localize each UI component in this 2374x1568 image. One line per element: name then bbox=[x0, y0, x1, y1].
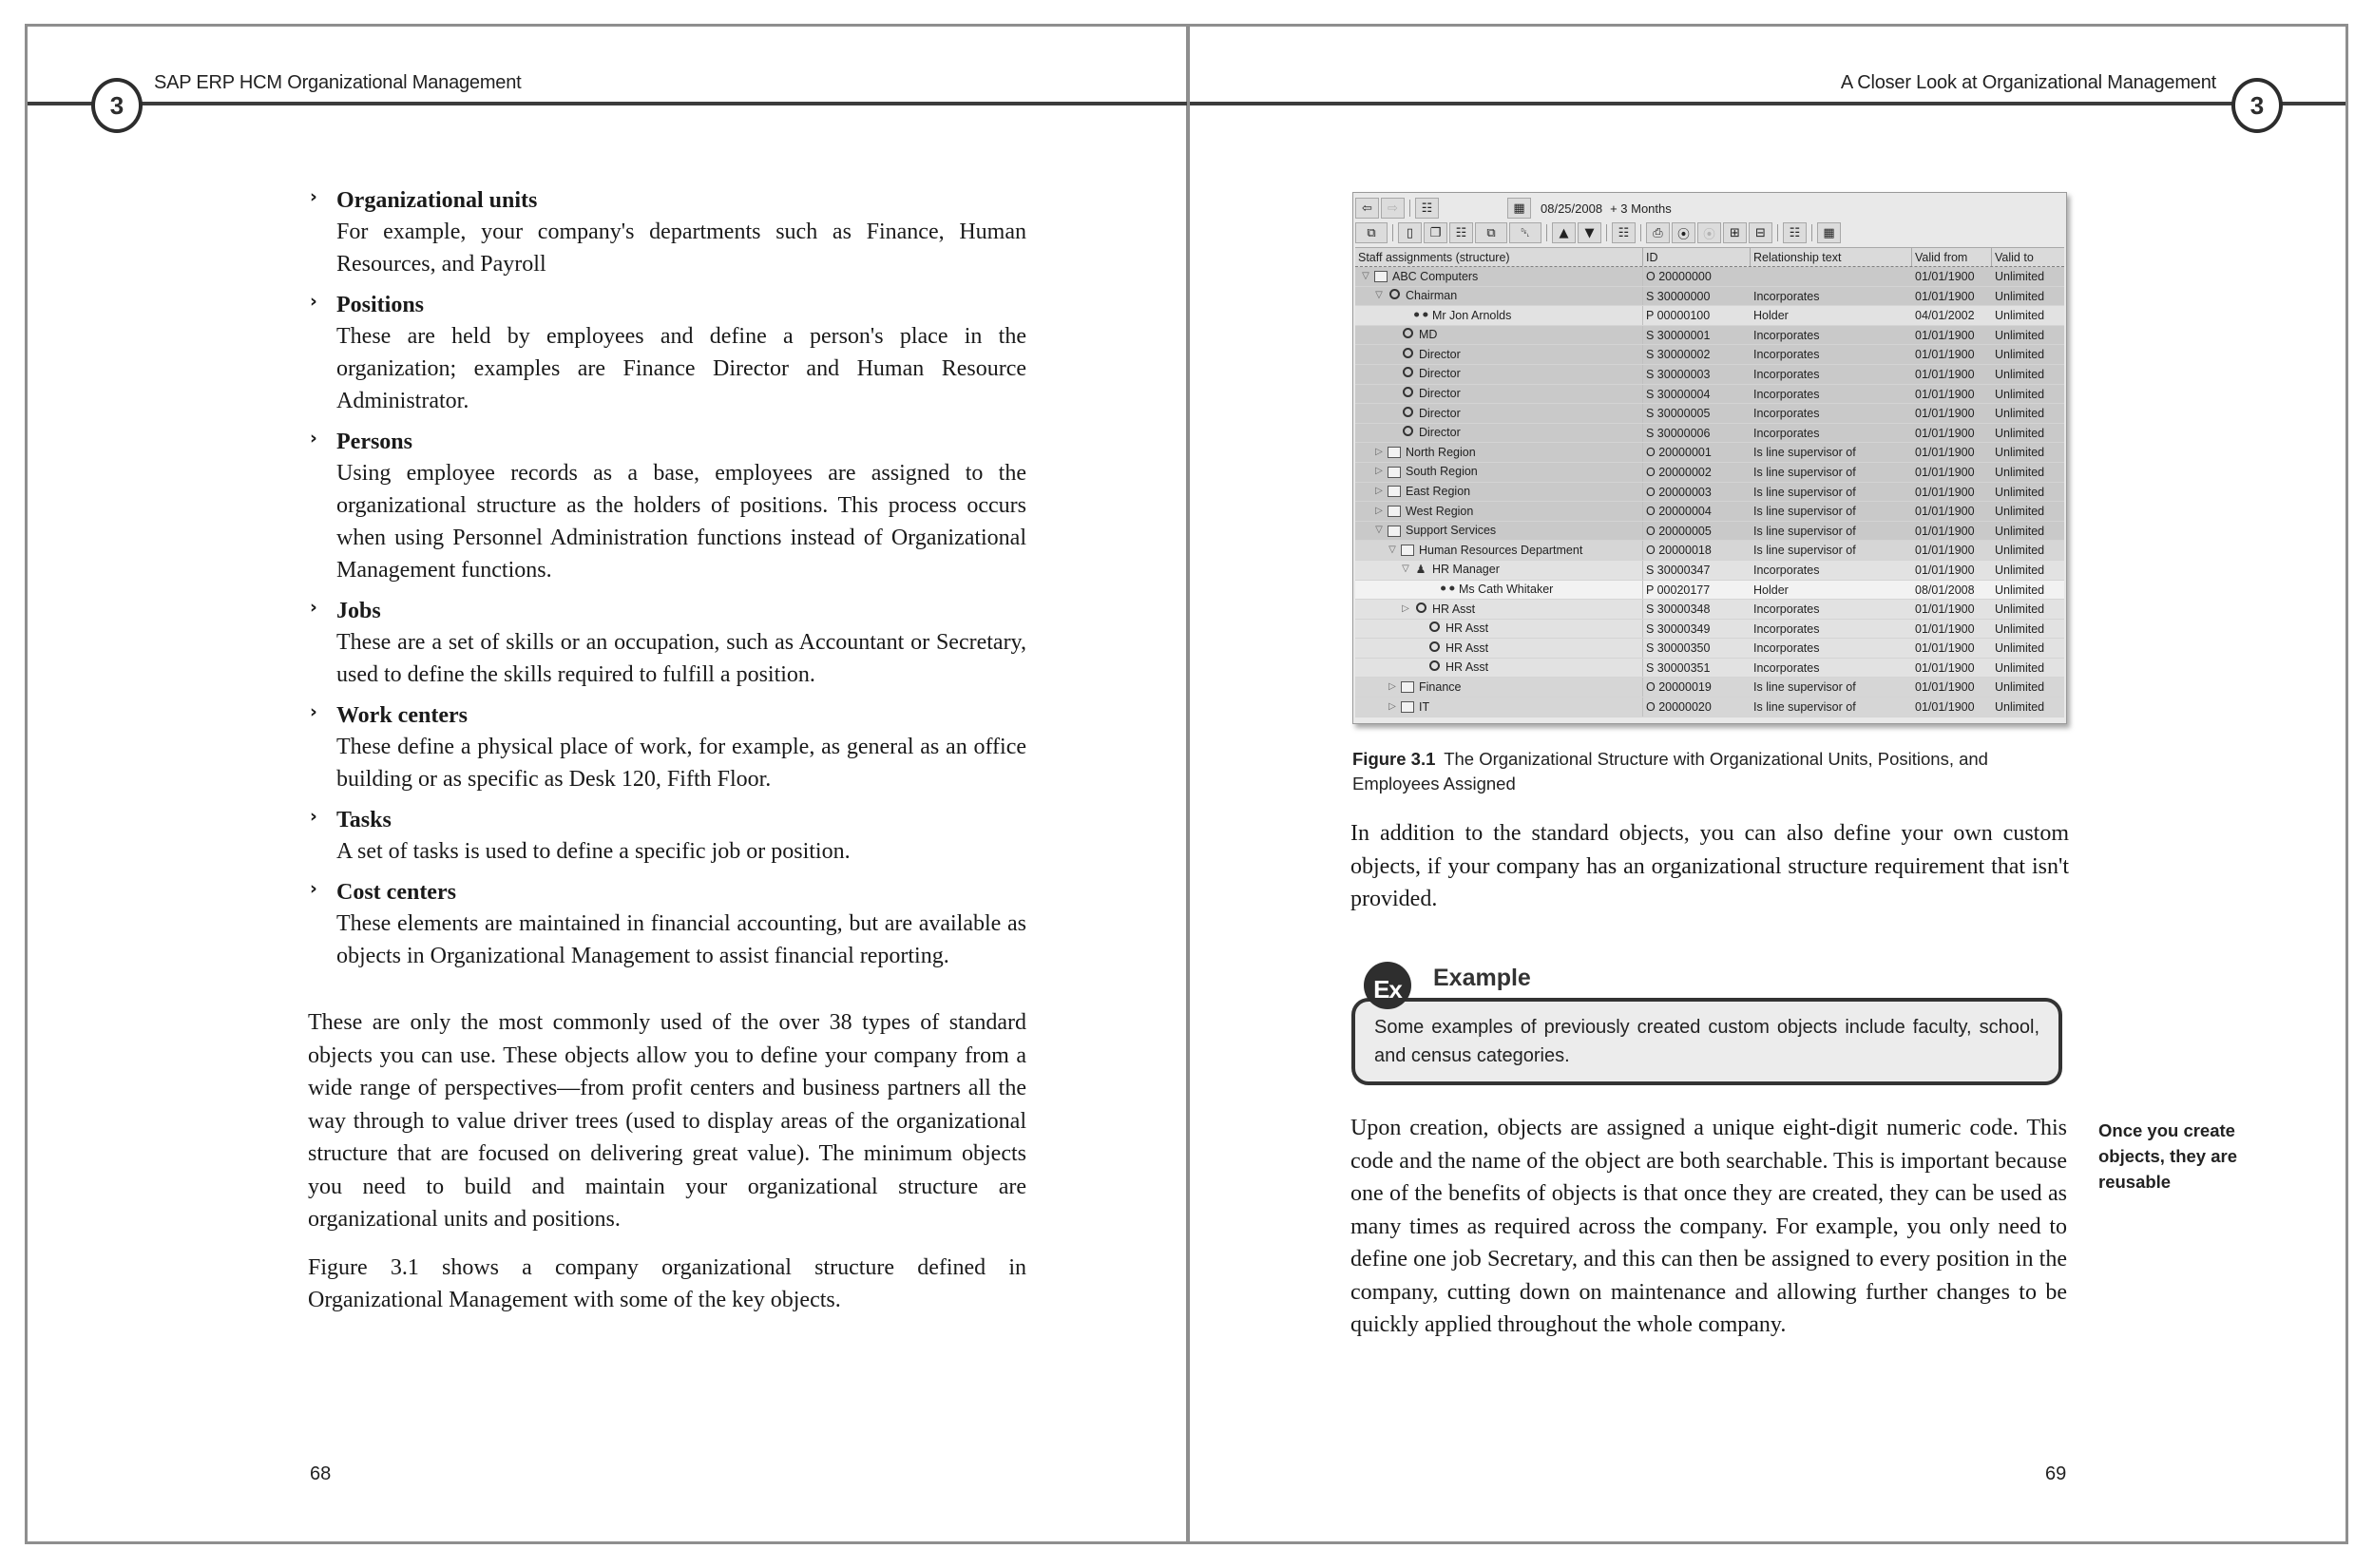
valid-to-cell: Unlimited bbox=[1995, 348, 2045, 362]
object-name: Ms Cath Whitaker bbox=[1459, 583, 1554, 596]
object-name: ABC Computers bbox=[1392, 269, 1479, 283]
tree-expand-icon[interactable]: ▷ bbox=[1388, 680, 1396, 692]
valid-to-cell: Unlimited bbox=[1995, 426, 2045, 440]
list-item-term: Organizational units bbox=[336, 188, 538, 213]
valid-to-cell: Unlimited bbox=[1995, 505, 2045, 519]
tree-expand-icon[interactable]: ▷ bbox=[1375, 466, 1383, 477]
example-box: Some examples of previously created custom objects include faculty, school, and census categories. bbox=[1351, 998, 2062, 1085]
tree-collapse-icon[interactable]: ▽ bbox=[1375, 290, 1383, 301]
key-date: 08/25/2008 bbox=[1541, 201, 1603, 216]
object-id-cell: S 30000349 bbox=[1646, 621, 1711, 636]
find-icon[interactable]: ⦿ bbox=[1672, 222, 1695, 243]
column-header-id[interactable]: ID bbox=[1643, 248, 1751, 266]
paragraph-custom-objects: In addition to the standard objects, you can also define your own custom objects, if your company has an organizational structure requirement that isn't provided. bbox=[1350, 821, 2069, 911]
object-id-cell: S 30000004 bbox=[1646, 387, 1711, 401]
tree-expand-icon[interactable]: ▷ bbox=[1388, 700, 1396, 712]
object-name: Support Services bbox=[1406, 524, 1497, 538]
valid-to-cell: Unlimited bbox=[1995, 407, 2045, 421]
tree-collapse-icon[interactable]: ▽ bbox=[1388, 544, 1396, 555]
table-row[interactable] bbox=[1355, 365, 2064, 385]
chevron-right-icon: › bbox=[310, 186, 317, 207]
table-row[interactable] bbox=[1355, 541, 2064, 561]
object-name: HR Asst bbox=[1445, 621, 1489, 636]
page-gutter bbox=[1186, 24, 1190, 1544]
valid-to-cell: Unlimited bbox=[1995, 387, 2045, 401]
table-row[interactable] bbox=[1355, 404, 2064, 424]
table-row[interactable] bbox=[1355, 463, 2064, 483]
object-id-cell: O 20000000 bbox=[1646, 270, 1712, 283]
manager-position-icon: ♟ bbox=[1415, 563, 1426, 577]
object-id-cell: S 30000001 bbox=[1646, 328, 1711, 342]
copy-icon[interactable]: ❐ bbox=[1424, 222, 1447, 243]
object-id-cell: O 20000018 bbox=[1646, 544, 1712, 558]
valid-from-cell: 01/01/1900 bbox=[1915, 387, 1975, 401]
object-id-cell: S 30000348 bbox=[1646, 602, 1711, 617]
right-header-rule bbox=[1190, 102, 2345, 105]
sap-org-structure-window bbox=[1352, 192, 2067, 724]
structure-cell bbox=[1355, 287, 1643, 306]
list-item-description: A set of tasks is used to define a specific job or position. bbox=[336, 839, 851, 864]
tree-collapse-icon[interactable]: ▽ bbox=[1362, 270, 1369, 281]
table-row[interactable] bbox=[1355, 600, 2064, 620]
relationship-cell: Incorporates bbox=[1753, 289, 1820, 303]
object-name: East Region bbox=[1406, 485, 1471, 499]
move-up-icon[interactable]: ▲ bbox=[1552, 222, 1576, 243]
right-running-head: A Closer Look at Organizational Management bbox=[1840, 72, 2216, 93]
valid-to-cell: Unlimited bbox=[1995, 583, 2045, 597]
toolbar-separator bbox=[1640, 224, 1641, 241]
table-row[interactable] bbox=[1355, 502, 2064, 522]
structure-cell bbox=[1355, 404, 1643, 423]
layout-icon[interactable]: ☷ bbox=[1783, 222, 1807, 243]
margin-note: Once you create objects, they are reusable bbox=[2098, 1120, 2238, 1192]
structure-cell bbox=[1355, 522, 1643, 541]
object-name: Human Resources Department bbox=[1419, 543, 1583, 557]
table-row[interactable] bbox=[1355, 385, 2064, 405]
relationship-cell: Incorporates bbox=[1753, 641, 1820, 656]
object-name: Director bbox=[1419, 367, 1461, 381]
object-id-cell: O 20000019 bbox=[1646, 680, 1712, 695]
valid-to-cell: Unlimited bbox=[1995, 446, 2045, 460]
object-name: Finance bbox=[1419, 679, 1462, 694]
figure-caption-text: The Organizational Structure with Organizational Units, Positions, and Employees Assigned bbox=[1352, 749, 1988, 794]
sap-toolbar-navigation bbox=[1355, 197, 1672, 220]
structure-cell bbox=[1355, 639, 1643, 658]
calendar-icon[interactable]: ▦ bbox=[1507, 198, 1531, 219]
position-icon bbox=[1426, 620, 1443, 639]
valid-to-cell: Unlimited bbox=[1995, 328, 2045, 342]
object-id-cell: S 30000000 bbox=[1646, 289, 1711, 303]
position-icon bbox=[1386, 287, 1403, 306]
valid-from-cell: 01/01/1900 bbox=[1915, 602, 1975, 617]
org-unit-icon bbox=[1401, 681, 1414, 693]
figure-caption bbox=[1352, 747, 2075, 796]
object-name: Mr Jon Arnolds bbox=[1432, 308, 1512, 322]
object-id-cell: O 20000020 bbox=[1646, 700, 1712, 715]
valid-from-cell: 01/01/1900 bbox=[1915, 621, 1975, 636]
org-unit-icon bbox=[1401, 545, 1414, 556]
list-item-term: Work centers bbox=[336, 703, 468, 728]
relationship-cell: Is line supervisor of bbox=[1753, 544, 1856, 558]
structure-cell bbox=[1355, 267, 1643, 286]
list-item-description: These are a set of skills or an occupation, such as Accountant or Secretary, used to define the skills required to fulfill a position. bbox=[336, 630, 1026, 687]
structure-cell bbox=[1355, 678, 1643, 697]
table-row[interactable] bbox=[1355, 522, 2064, 542]
object-name: Director bbox=[1419, 426, 1461, 440]
object-name: North Region bbox=[1406, 445, 1476, 459]
table-row[interactable] bbox=[1355, 483, 2064, 503]
structure-cell bbox=[1355, 541, 1643, 560]
chevron-right-icon: › bbox=[310, 597, 317, 618]
valid-to-cell: Unlimited bbox=[1995, 270, 2045, 283]
valid-from-cell: 01/01/1900 bbox=[1915, 270, 1975, 283]
column-header-valid-from[interactable]: Valid from bbox=[1912, 248, 1992, 266]
valid-from-cell: 01/01/1900 bbox=[1915, 641, 1975, 656]
org-unit-icon bbox=[1388, 526, 1401, 537]
structure-cell bbox=[1355, 443, 1643, 462]
valid-from-cell: 01/01/1900 bbox=[1915, 426, 1975, 440]
relationship-cell: Incorporates bbox=[1753, 367, 1820, 381]
valid-to-cell: Unlimited bbox=[1995, 289, 2045, 303]
structure-cell bbox=[1355, 306, 1643, 325]
valid-from-cell: 01/01/1900 bbox=[1915, 407, 1975, 421]
person-icon: ⚫⚫ bbox=[1439, 583, 1457, 595]
org-unit-icon bbox=[1388, 486, 1401, 497]
chevron-right-icon: › bbox=[310, 878, 317, 899]
org-unit-icon bbox=[1388, 447, 1401, 458]
forward-arrow-icon[interactable]: ⇨ bbox=[1381, 198, 1405, 219]
table-row[interactable] bbox=[1355, 678, 2064, 698]
object-name: HR Manager bbox=[1432, 563, 1500, 577]
structure-cell bbox=[1355, 581, 1643, 600]
list-item-term: Cost centers bbox=[336, 880, 456, 905]
table-row[interactable] bbox=[1355, 561, 2064, 581]
org-unit-icon bbox=[1374, 271, 1388, 282]
object-id-cell: S 30000351 bbox=[1646, 660, 1711, 675]
position-icon bbox=[1399, 345, 1416, 364]
org-unit-icon bbox=[1401, 701, 1414, 713]
relationship-cell: Incorporates bbox=[1753, 407, 1820, 421]
relationship-cell: Incorporates bbox=[1753, 328, 1820, 342]
valid-from-cell: 01/01/1900 bbox=[1915, 485, 1975, 499]
toolbar-separator bbox=[1777, 224, 1778, 241]
relationship-cell: Incorporates bbox=[1753, 387, 1820, 401]
left-header-rule bbox=[28, 102, 1187, 105]
paragraph-unique-codes: Upon creation, objects are assigned a unique eight-digit numeric code. This code and the name of the object are both searchable. This is important because one of the benefits of objects is that once they are created, they can be used as many times as required across the company. For example, you only need to define one job Secretary, and this can then be assigned to every position in the company, cutting down on maintenance and allowing further changes to be quickly applied throughout the whole company. bbox=[1350, 1116, 2067, 1337]
object-id-cell: S 30000002 bbox=[1646, 348, 1711, 362]
toolbar-separator bbox=[1606, 224, 1607, 241]
toolbar-separator bbox=[1392, 224, 1393, 241]
valid-to-cell: Unlimited bbox=[1995, 621, 2045, 636]
position-icon bbox=[1399, 404, 1416, 423]
tree-expand-icon[interactable]: ▷ bbox=[1375, 505, 1383, 516]
valid-from-cell: 01/01/1900 bbox=[1915, 524, 1975, 538]
tree-expand-icon[interactable]: ▷ bbox=[1375, 446, 1383, 457]
reassign-icon[interactable]: ⧉ bbox=[1475, 222, 1507, 243]
valid-from-cell: 01/01/1900 bbox=[1915, 446, 1975, 460]
valid-from-cell: 01/01/1900 bbox=[1915, 680, 1975, 695]
list-item-term: Tasks bbox=[336, 808, 392, 832]
structure-cell bbox=[1355, 483, 1643, 502]
relationship-cell: Is line supervisor of bbox=[1753, 505, 1856, 519]
sap-toolbar-actions bbox=[1355, 221, 1841, 244]
valid-to-cell: Unlimited bbox=[1995, 524, 2045, 538]
structure-cell bbox=[1355, 463, 1643, 482]
object-name: HR Asst bbox=[1445, 660, 1489, 675]
relationship-cell: Holder bbox=[1753, 309, 1789, 323]
object-type-list bbox=[308, 185, 1026, 972]
position-icon bbox=[1426, 639, 1443, 658]
valid-to-cell: Unlimited bbox=[1995, 309, 2045, 323]
list-item bbox=[308, 700, 1026, 795]
table-row[interactable] bbox=[1355, 620, 2064, 640]
left-page-body bbox=[308, 185, 1026, 1317]
position-icon bbox=[1412, 600, 1429, 619]
relationship-cell: Incorporates bbox=[1753, 426, 1820, 440]
toolbar-separator bbox=[1811, 224, 1812, 241]
org-unit-icon bbox=[1388, 506, 1401, 517]
relationship-cell: Incorporates bbox=[1753, 621, 1820, 636]
find-next-icon[interactable]: ⦿ bbox=[1697, 222, 1721, 243]
list-item-term: Persons bbox=[336, 430, 412, 454]
relationship-cell bbox=[1751, 267, 1912, 286]
hierarchy-icon[interactable]: ☷ bbox=[1612, 222, 1636, 243]
person-icon: ⚫⚫ bbox=[1412, 308, 1430, 321]
valid-to-cell: Unlimited bbox=[1995, 602, 2045, 617]
object-id-cell: S 30000350 bbox=[1646, 641, 1711, 656]
structure-cell bbox=[1355, 502, 1643, 521]
create-icon[interactable]: ▯ bbox=[1398, 222, 1422, 243]
valid-from-cell: 04/01/2002 bbox=[1915, 309, 1975, 323]
print-icon[interactable]: ⎙ bbox=[1646, 222, 1670, 243]
object-id-cell: S 30000347 bbox=[1646, 563, 1711, 577]
relationship-cell: Holder bbox=[1753, 583, 1789, 597]
table-row[interactable] bbox=[1355, 424, 2064, 444]
object-id-cell: O 20000004 bbox=[1646, 505, 1712, 519]
relationship-cell: Is line supervisor of bbox=[1753, 465, 1856, 479]
chevron-right-icon: › bbox=[310, 291, 317, 312]
object-id-cell: O 20000002 bbox=[1646, 465, 1712, 479]
object-id-cell: P 00000100 bbox=[1646, 309, 1711, 323]
left-running-head: SAP ERP HCM Organizational Management bbox=[154, 72, 522, 93]
org-unit-icon bbox=[1388, 467, 1401, 478]
toolbar-separator bbox=[1409, 200, 1410, 217]
left-page-number: 68 bbox=[310, 1463, 332, 1484]
valid-from-cell: 01/01/1900 bbox=[1915, 289, 1975, 303]
valid-to-cell: Unlimited bbox=[1995, 563, 2045, 577]
position-icon bbox=[1399, 365, 1416, 384]
example-badge-icon: Ex bbox=[1364, 962, 1411, 1009]
tree-collapse-icon[interactable]: ▽ bbox=[1375, 525, 1383, 536]
valid-to-cell: Unlimited bbox=[1995, 465, 2045, 479]
object-name: IT bbox=[1419, 699, 1430, 714]
structure-cell bbox=[1355, 561, 1643, 580]
object-name: MD bbox=[1419, 328, 1438, 342]
object-id-cell: O 20000003 bbox=[1646, 485, 1712, 499]
valid-from-cell: 01/01/1900 bbox=[1915, 367, 1975, 381]
relationship-cell: Is line supervisor of bbox=[1753, 700, 1856, 715]
list-item-description: Using employee records as a base, employees are assigned to the organizational structure as the holders of positions. This process occurs when using Personnel Administration functions instead of Organizational Management functions. bbox=[336, 461, 1026, 583]
table-row[interactable] bbox=[1355, 443, 2064, 463]
columns-icon[interactable]: ▦ bbox=[1817, 222, 1841, 243]
table-row[interactable] bbox=[1355, 698, 2064, 717]
left-chapter-badge: 3 bbox=[91, 78, 143, 133]
right-page-body-2 bbox=[1350, 1112, 2067, 1342]
object-name: Director bbox=[1419, 347, 1461, 361]
object-id-cell: O 20000001 bbox=[1646, 446, 1712, 460]
list-item-term: Positions bbox=[336, 293, 425, 317]
move-down-icon[interactable]: ▼ bbox=[1578, 222, 1601, 243]
object-id-cell: S 30000003 bbox=[1646, 367, 1711, 381]
valid-from-cell: 01/01/1900 bbox=[1915, 544, 1975, 558]
object-name: HR Asst bbox=[1432, 602, 1476, 616]
list-item bbox=[308, 596, 1026, 691]
tree-collapse-icon[interactable]: ▽ bbox=[1402, 564, 1409, 575]
right-page-number: 69 bbox=[2045, 1463, 2067, 1484]
example-title: Example bbox=[1433, 965, 1531, 991]
valid-to-cell: Unlimited bbox=[1995, 544, 2045, 558]
object-name: South Region bbox=[1406, 465, 1478, 479]
object-id-cell: S 30000006 bbox=[1646, 426, 1711, 440]
structure-cell bbox=[1355, 326, 1643, 345]
column-header-structure[interactable]: Staff assignments (structure) bbox=[1355, 248, 1643, 266]
list-item-description: These define a physical place of work, for example, as general as an office building or as specific as Desk 120, Fifth Floor. bbox=[336, 735, 1026, 792]
figure-label: Figure 3.1 bbox=[1352, 749, 1436, 769]
list-item-description: These are held by employees and define a person's place in the organization; examples are Finance Director and Human Resource Administrator. bbox=[336, 324, 1026, 413]
tree-expand-icon[interactable]: ▷ bbox=[1375, 486, 1383, 497]
structure-cell bbox=[1355, 365, 1643, 384]
valid-from-cell: 01/01/1900 bbox=[1915, 505, 1975, 519]
object-name: Director bbox=[1419, 387, 1461, 401]
position-icon bbox=[1399, 326, 1416, 345]
table-row[interactable] bbox=[1355, 267, 2064, 287]
table-row[interactable] bbox=[1355, 345, 2064, 365]
object-id-cell: S 30000005 bbox=[1646, 407, 1711, 421]
structure-cell bbox=[1355, 345, 1643, 364]
expand-icon[interactable]: ⊞ bbox=[1723, 222, 1747, 243]
relationship-cell: Incorporates bbox=[1753, 602, 1820, 617]
valid-to-cell: Unlimited bbox=[1995, 367, 2045, 381]
table-row[interactable] bbox=[1355, 639, 2064, 659]
position-icon bbox=[1399, 385, 1416, 404]
table-header bbox=[1355, 247, 2064, 267]
valid-from-cell: 01/01/1900 bbox=[1915, 700, 1975, 715]
chevron-right-icon: › bbox=[310, 428, 317, 449]
date-period: + 3 Months bbox=[1610, 201, 1672, 216]
position-icon bbox=[1426, 659, 1443, 678]
paragraph-standard-objects: These are only the most commonly used of the over 38 types of standard objects you can use. These objects allow you to define your company from a wide range of perspectives—from profit centers and business partners all the way through to value driver trees (used to display areas of the organizational structure that are focused on delivering great value). The minimum objects you need to build and maintain your organizational structure are organizational units and positions. bbox=[308, 1010, 1026, 1232]
valid-from-cell: 01/01/1900 bbox=[1915, 328, 1975, 342]
valid-to-cell: Unlimited bbox=[1995, 700, 2045, 715]
relationship-cell: Incorporates bbox=[1753, 563, 1820, 577]
list-item-description: For example, your company's departments such as Finance, Human Resources, and Payroll bbox=[336, 220, 1026, 277]
chevron-right-icon: › bbox=[310, 701, 317, 722]
list-view-icon[interactable]: ☷ bbox=[1415, 198, 1439, 219]
relationship-cell: Is line supervisor of bbox=[1753, 446, 1856, 460]
list-item bbox=[308, 185, 1026, 280]
structure-cell bbox=[1355, 659, 1643, 678]
right-chapter-badge: 3 bbox=[2231, 78, 2283, 133]
assign-icon[interactable]: ☷ bbox=[1449, 222, 1473, 243]
copy-structure-icon[interactable]: ⧉ bbox=[1355, 222, 1388, 243]
valid-from-cell: 01/01/1900 bbox=[1915, 563, 1975, 577]
valid-to-cell: Unlimited bbox=[1995, 660, 2045, 675]
structure-cell bbox=[1355, 698, 1643, 717]
list-item bbox=[308, 877, 1026, 972]
list-item-term: Jobs bbox=[336, 599, 381, 623]
relationship-cell: Is line supervisor of bbox=[1753, 524, 1856, 538]
structure-cell bbox=[1355, 424, 1643, 443]
relationship-cell: Is line supervisor of bbox=[1753, 485, 1856, 499]
table-body bbox=[1355, 267, 2064, 717]
list-item bbox=[308, 427, 1026, 586]
structure-cell bbox=[1355, 600, 1643, 619]
object-name: Director bbox=[1419, 406, 1461, 420]
position-icon bbox=[1399, 424, 1416, 443]
object-name: HR Asst bbox=[1445, 641, 1489, 655]
tree-expand-icon[interactable]: ▷ bbox=[1402, 602, 1409, 614]
object-name: West Region bbox=[1406, 504, 1474, 518]
staff-assignments-tree-table bbox=[1355, 247, 2064, 717]
chevron-right-icon: › bbox=[310, 806, 317, 827]
valid-from-cell: 01/01/1900 bbox=[1915, 660, 1975, 675]
table-row[interactable] bbox=[1355, 581, 2064, 601]
structure-cell bbox=[1355, 385, 1643, 404]
list-item bbox=[308, 805, 1026, 868]
right-page-body bbox=[1350, 817, 2069, 916]
table-row[interactable] bbox=[1355, 326, 2064, 346]
object-id-cell: O 20000005 bbox=[1646, 524, 1712, 538]
object-id-cell: P 00020177 bbox=[1646, 583, 1711, 597]
column-header-relationship[interactable]: Relationship text bbox=[1751, 248, 1912, 266]
toolbar-separator bbox=[1546, 224, 1547, 241]
relationship-cell: Is line supervisor of bbox=[1753, 680, 1856, 695]
object-name: Chairman bbox=[1406, 289, 1458, 303]
table-row[interactable] bbox=[1355, 306, 2064, 326]
table-row[interactable] bbox=[1355, 659, 2064, 679]
delete-icon[interactable]: ␡ bbox=[1509, 222, 1541, 243]
list-item-description: These elements are maintained in financial accounting, but are available as objects in Organizational Management to assist financial reporting. bbox=[336, 911, 1026, 968]
paragraph-figure-reference: Figure 3.1 shows a company organizational structure defined in Organizational Management with some of the key objects. bbox=[308, 1254, 1026, 1312]
valid-to-cell: Unlimited bbox=[1995, 680, 2045, 695]
valid-to-cell: Unlimited bbox=[1995, 641, 2045, 656]
relationship-cell: Incorporates bbox=[1753, 348, 1820, 362]
back-arrow-icon[interactable]: ⇦ bbox=[1355, 198, 1379, 219]
structure-cell bbox=[1355, 620, 1643, 639]
valid-to-cell: Unlimited bbox=[1995, 485, 2045, 499]
table-row[interactable] bbox=[1355, 287, 2064, 307]
valid-from-cell: 01/01/1900 bbox=[1915, 465, 1975, 479]
relationship-cell: Incorporates bbox=[1753, 660, 1820, 675]
list-item bbox=[308, 290, 1026, 417]
column-header-valid-to[interactable]: Valid to bbox=[1995, 251, 2034, 264]
valid-from-cell: 01/01/1900 bbox=[1915, 348, 1975, 362]
valid-from-cell: 08/01/2008 bbox=[1915, 583, 1975, 597]
collapse-icon[interactable]: ⊟ bbox=[1749, 222, 1772, 243]
